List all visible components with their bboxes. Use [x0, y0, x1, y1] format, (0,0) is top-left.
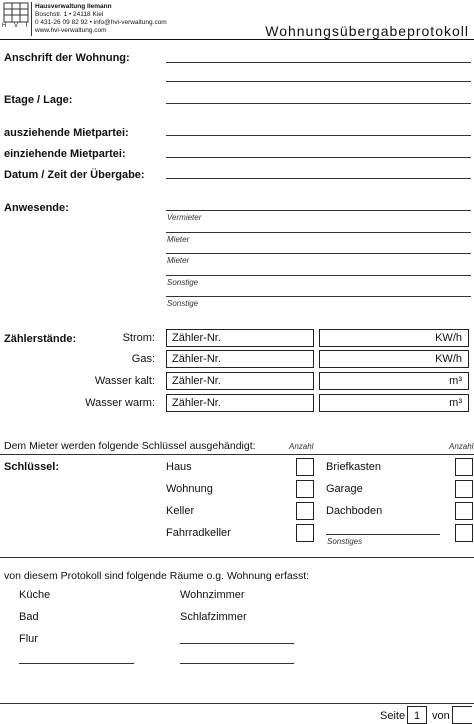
rooms-rule [0, 557, 474, 558]
present-line[interactable] [166, 210, 471, 211]
meter-label: Strom: [122, 332, 155, 344]
meter-label: Wasser warm: [85, 397, 155, 409]
address-label: Anschrift der Wohnung: [4, 52, 130, 64]
room-item: Schlafzimmer [180, 611, 247, 623]
key-count-box[interactable] [455, 502, 473, 520]
meter-number-field[interactable] [166, 329, 314, 347]
handover-datetime-line[interactable] [166, 178, 471, 179]
page-number: 1 [407, 706, 427, 724]
key-count-box[interactable] [455, 524, 473, 542]
count-header-left: Anzahl [289, 442, 314, 451]
page-label: Seite [380, 710, 406, 722]
meter-number-field[interactable] [166, 394, 314, 412]
room-item: Wohnzimmer [180, 589, 245, 601]
key-item: Dachboden [326, 505, 383, 517]
room-extra-line[interactable] [180, 643, 294, 644]
of-label: von [432, 710, 450, 722]
key-item: Haus [166, 461, 192, 473]
meter-unit: KW/h [435, 332, 462, 344]
key-count-box[interactable] [296, 480, 314, 498]
meter-value-field[interactable] [319, 350, 469, 368]
meter-number-placeholder: Zähler-Nr. [172, 375, 221, 387]
meter-unit: m³ [449, 397, 462, 409]
key-other-line[interactable] [326, 534, 440, 535]
meter-unit: m³ [449, 375, 462, 387]
address-line-2[interactable] [166, 81, 471, 82]
outgoing-tenant-label: ausziehende Mietpartei: [4, 127, 129, 139]
meter-number-field[interactable] [166, 350, 314, 368]
room-item: Flur [19, 633, 38, 645]
page-total-field[interactable] [452, 706, 472, 724]
present-label: Anwesende: [4, 202, 69, 214]
header-divider [31, 2, 32, 36]
incoming-tenant-line[interactable] [166, 157, 471, 158]
meter-value-field[interactable] [319, 394, 469, 412]
present-role: Mieter [167, 235, 190, 244]
key-count-box[interactable] [296, 458, 314, 476]
keys-rule [0, 454, 474, 455]
company-contact: 0 431-26 09 82 92 • info@hvi-verwaltung.com [35, 19, 167, 26]
header-rule [0, 39, 474, 40]
page-title: Wohnungsübergabeprotokoll [265, 23, 469, 39]
key-item: Fahrradkeller [166, 527, 231, 539]
incoming-tenant-label: einziehende Mietpartei: [4, 148, 126, 160]
company-name: Hausverwaltung Ilemann [35, 3, 112, 10]
meter-number-placeholder: Zähler-Nr. [172, 353, 221, 365]
key-count-box[interactable] [455, 458, 473, 476]
meter-number-field[interactable] [166, 372, 314, 390]
key-count-box[interactable] [455, 480, 473, 498]
meter-value-field[interactable] [319, 329, 469, 347]
key-item: Keller [166, 505, 195, 517]
key-item: Briefkasten [326, 461, 382, 473]
logo-letters: H V I [2, 23, 31, 29]
count-header-right: Anzahl [449, 442, 474, 451]
present-role: Sonstige [167, 299, 199, 308]
rooms-intro: von diesem Protokoll sind folgende Räume o.g. Wohnung erfasst: [4, 570, 310, 582]
meter-number-placeholder: Zähler-Nr. [172, 397, 221, 409]
meter-value-field[interactable] [319, 372, 469, 390]
address-line-1[interactable] [166, 62, 471, 63]
key-count-box[interactable] [296, 524, 314, 542]
handover-datetime-label: Datum / Zeit der Übergabe: [4, 169, 145, 181]
present-line[interactable] [166, 296, 471, 297]
room-item: Küche [19, 589, 51, 601]
present-role: Sonstige [167, 278, 199, 287]
present-line[interactable] [166, 253, 471, 254]
meter-label: Wasser kalt: [94, 375, 155, 387]
room-extra-line[interactable] [180, 663, 294, 664]
floor-label: Etage / Lage: [4, 94, 73, 106]
present-role: Vermieter [167, 213, 202, 222]
room-item: Bad [19, 611, 39, 623]
key-count-box[interactable] [296, 502, 314, 520]
key-item: Wohnung [166, 483, 213, 495]
keys-title: Schlüssel: [4, 461, 60, 473]
keys-intro: Dem Mieter werden folgende Schlüssel ausgehändigt: [4, 440, 256, 452]
meter-number-placeholder: Zähler-Nr. [172, 332, 221, 344]
present-line[interactable] [166, 232, 471, 233]
outgoing-tenant-line[interactable] [166, 135, 471, 136]
key-other-label: Sonstiges [327, 537, 363, 546]
present-line[interactable] [166, 275, 471, 276]
meter-unit: KW/h [435, 353, 462, 365]
company-web: www.hvi-verwaltung.com [35, 27, 107, 34]
meters-title: Zählerstände: [4, 333, 77, 345]
room-extra-line[interactable] [19, 663, 134, 664]
present-role: Mieter [167, 256, 190, 265]
company-street: Boschstr. 1 • 24118 Kiel [35, 11, 104, 18]
floor-line[interactable] [166, 103, 471, 104]
key-item: Garage [326, 483, 363, 495]
footer-rule [0, 703, 474, 704]
meter-label: Gas: [131, 353, 155, 365]
